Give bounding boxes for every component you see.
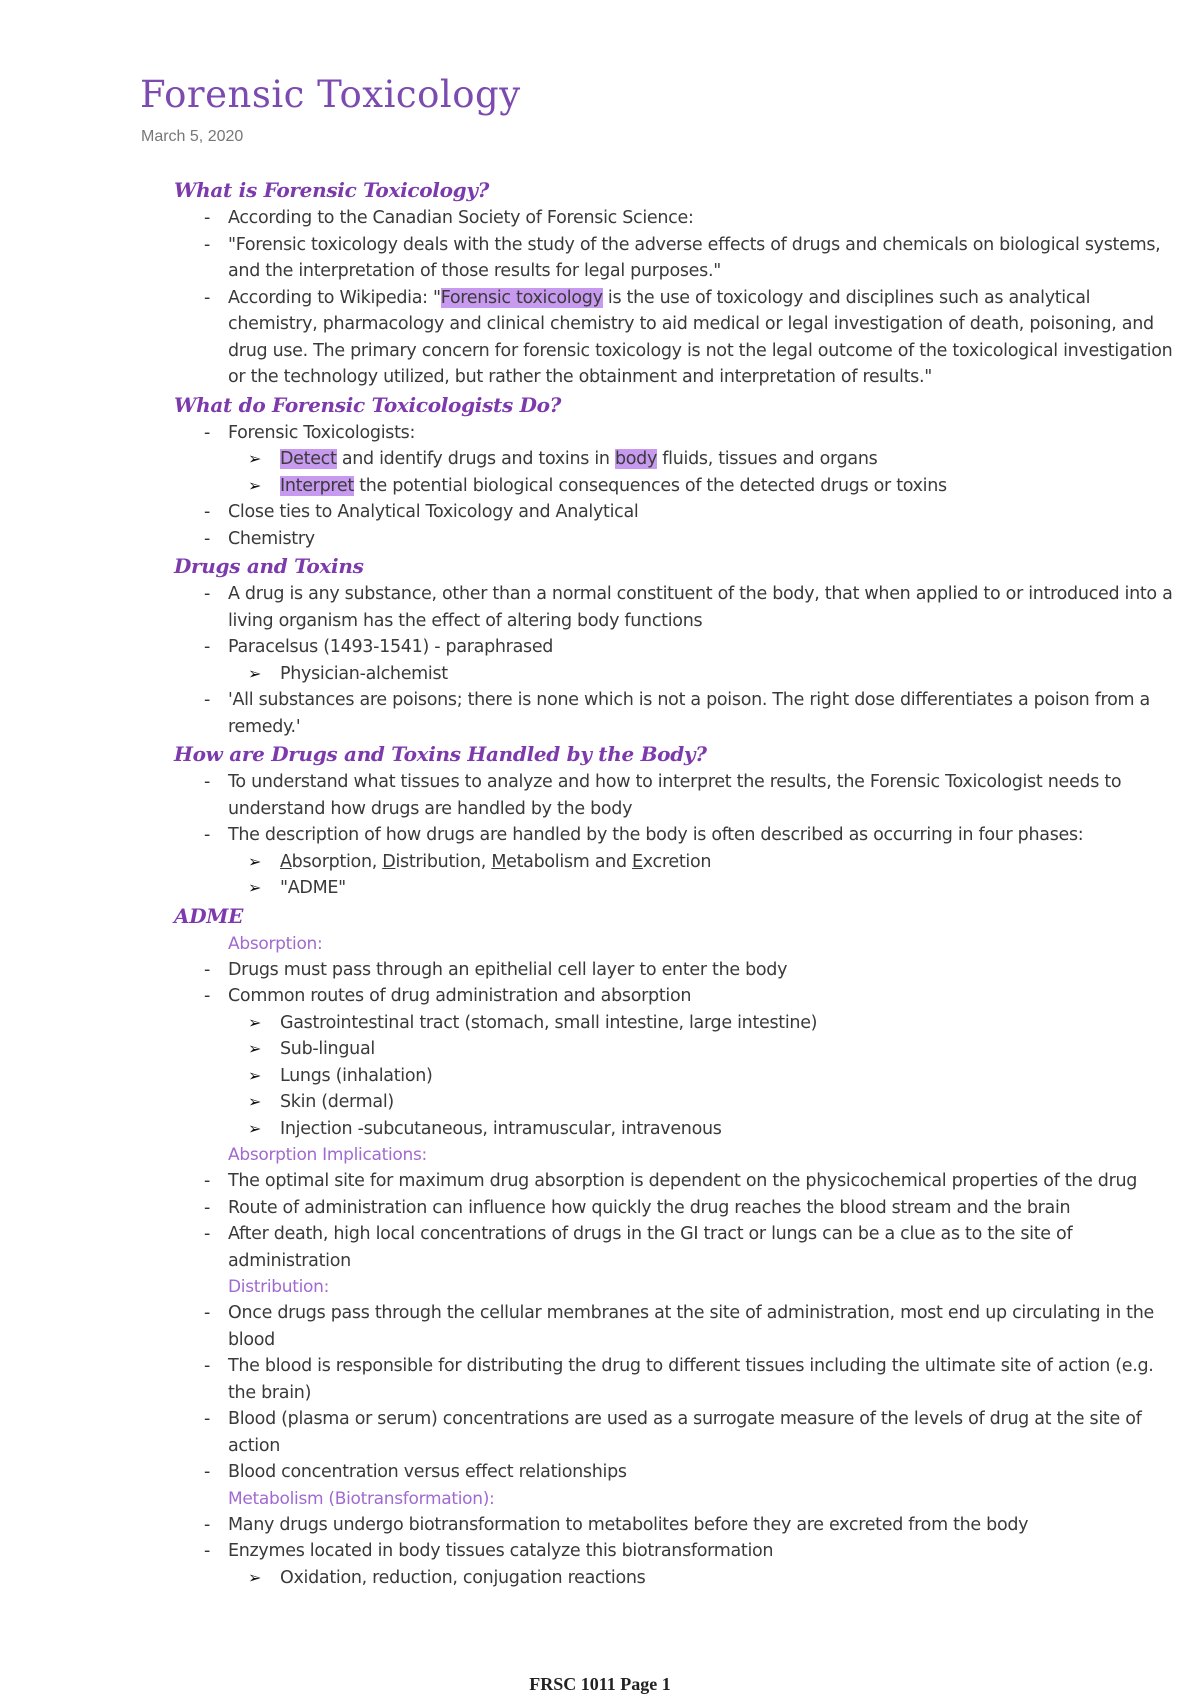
bullet: - Close ties to Analytical Toxicology and Analytical: [174, 499, 1184, 526]
subheading-implications: Absorption Implications:: [228, 1145, 427, 1165]
subheading-distribution: Distribution:: [228, 1277, 330, 1297]
page-footer: FRSC 1011 Page 1: [529, 1674, 671, 1694]
sub-bullet: ➢ "ADME": [174, 875, 1184, 902]
bullet: - A drug is any substance, other than a normal constituent of the body, that when applied to or introduced into a living organism has the effect of altering body functions: [174, 581, 1184, 634]
underline-letter: E: [632, 851, 643, 872]
bullet: - Blood concentration versus effect relationships: [174, 1459, 1184, 1486]
quote-span: "Forensic toxicology deals with the study of the adverse effects of drugs and chemicals on biological systems, and the interpretation of those results for legal purposes.": [228, 234, 1161, 281]
sub-bullet: ➢ Oxidation, reduction, conjugation reactions: [174, 1565, 1184, 1592]
text: According to Wikipedia: ": [228, 287, 441, 308]
text: and identify drugs and toxins in: [336, 449, 615, 469]
heading-what-is: What is Forensic Toxicology?: [174, 178, 490, 202]
heading-adme: ADME: [174, 903, 244, 928]
bullet: - The description of how drugs are handled by the body is often described as occurring in four phases:: [174, 822, 1184, 849]
underline-letter: D: [382, 851, 396, 872]
sub-bullet: [174, 473, 1184, 500]
bullet: - Once drugs pass through the cellular membranes at the site of administration, most end up circulating in the blood: [174, 1300, 1184, 1353]
subheading-absorption: Absorption:: [228, 933, 323, 954]
sub-bullet: ➢ Skin (dermal): [174, 1089, 1184, 1116]
sub-bullet: ➢ Gastrointestinal tract (stomach, small intestine, large intestine): [174, 1010, 1184, 1037]
bullet: - Many drugs undergo biotransformation to metabolites before they are excreted from the body: [174, 1512, 1184, 1539]
bullet: - To understand what tissues to analyze and how to interpret the results, the Forensic Toxicologist needs to understand how drugs are handled by the body: [174, 769, 1184, 822]
bullet: - After death, high local concentrations of drugs in the GI tract or lungs can be a clue as to the site of administration: [174, 1221, 1184, 1274]
bullet: - 'All substances are poisons; there is none which is not a poison. The right dose differentiates a poison from a remedy.': [174, 687, 1184, 740]
highlight: body: [614, 449, 658, 469]
text: etabolism and: [506, 851, 633, 872]
quote-text: [174, 232, 1184, 285]
sub-bullet: ➢ Injection -subcutaneous, intramuscular, intravenous: [174, 1116, 1184, 1143]
note-content: [174, 176, 1184, 1591]
bullet: - Enzymes located in body tissues catalyze this biotransformation: [174, 1538, 1184, 1565]
heading-how-handled: How are Drugs and Toxins Handled by the Body?: [174, 742, 707, 766]
bullet: - The blood is responsible for distributing the drug to different tissues including the ultimate site of action (e.g. the brain): [174, 1353, 1184, 1406]
bullet: - Paracelsus (1493-1541) - paraphrased: [174, 634, 1184, 661]
text: xcretion: [642, 851, 712, 872]
page-date: March 5, 2020: [141, 128, 244, 145]
heading-what-do: What do Forensic Toxicologists Do?: [174, 392, 562, 417]
highlight: Detect: [280, 449, 337, 469]
sub-bullet: ➢ Lungs (inhalation): [174, 1063, 1184, 1090]
bullet: - Route of administration can influence how quickly the drug reaches the blood stream and the brain: [174, 1195, 1184, 1222]
bullet: - The optimal site for maximum drug absorption is dependent on the physicochemical properties of the drug: [174, 1168, 1184, 1195]
underline-letter: A: [280, 851, 292, 872]
text: fluids, tissues and organs: [657, 449, 878, 469]
bullet: - According to the Canadian Society of Forensic Science:: [174, 205, 1184, 232]
sub-bullet: [174, 446, 1184, 473]
sub-bullet: ➢ Physician-alchemist: [174, 661, 1184, 688]
subheading-metabolism: Metabolism (Biotransformation):: [228, 1488, 495, 1509]
highlight: Interpret: [280, 475, 354, 496]
text: the potential biological consequences of the detected drugs or toxins: [353, 475, 947, 496]
bullet: [174, 285, 1184, 391]
heading-drugs-toxins: Drugs and Toxins: [174, 554, 364, 578]
text: bsorption,: [291, 851, 383, 872]
page-title: Forensic Toxicology: [140, 73, 521, 116]
sub-bullet-adme: [174, 849, 1184, 876]
bullet: - Forensic Toxicologists:: [174, 420, 1184, 447]
bullet: - Chemistry: [174, 526, 1184, 553]
bullet: - Common routes of drug administration and absorption: [174, 983, 1184, 1010]
underline-letter: M: [491, 851, 507, 872]
highlight: Forensic toxicology: [440, 287, 603, 308]
text: is the use of toxicology and disciplines such as analytical chemistry, pharmacology and clinical chemistry to aid medical or legal investigation of death, poisoning, and drug use. The primary concern for forensic toxicology is not the legal outcome of the toxicological investigation or the technology utilized, but rather the obtainment and interpretation of results.": [228, 287, 1173, 387]
bullet: - Drugs must pass through an epithelial cell layer to enter the body: [174, 957, 1184, 984]
text: istribution,: [395, 851, 492, 872]
bullet: - Blood (plasma or serum) concentrations are used as a surrogate measure of the levels of drug at the site of action: [174, 1406, 1184, 1459]
sub-bullet: ➢ Sub-lingual: [174, 1036, 1184, 1063]
